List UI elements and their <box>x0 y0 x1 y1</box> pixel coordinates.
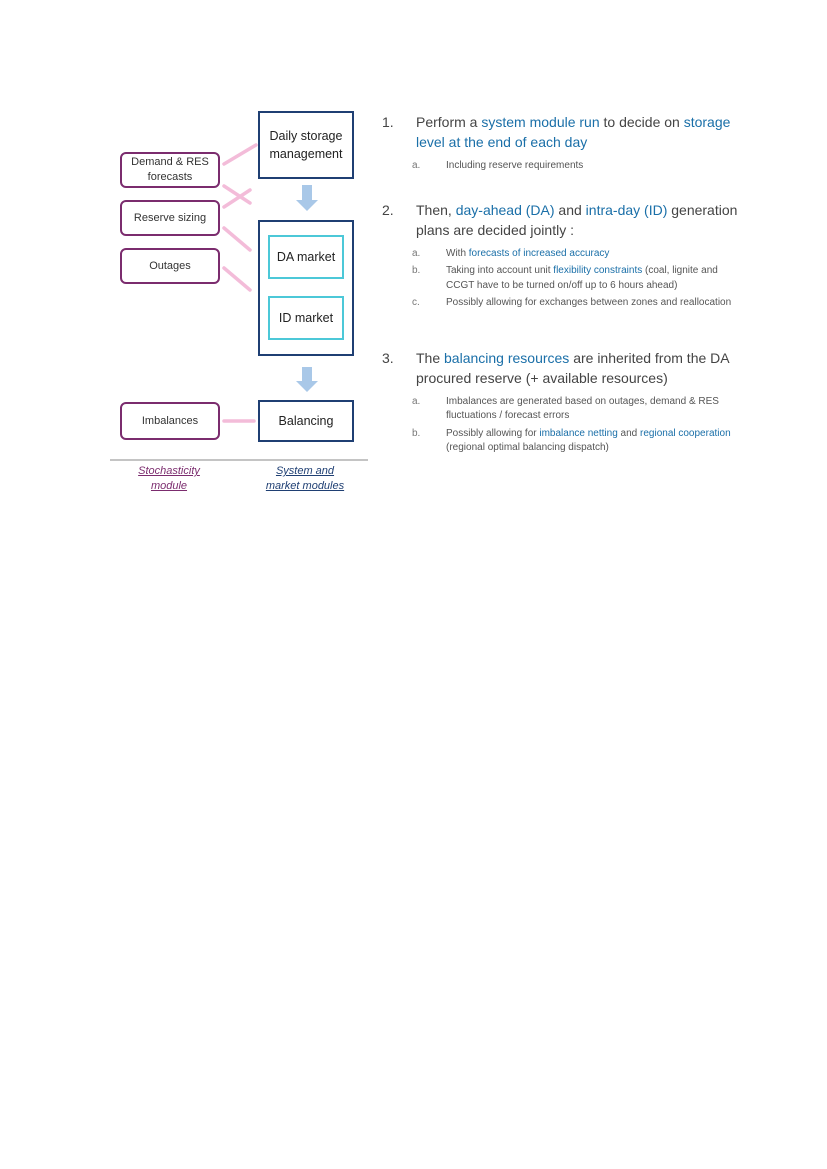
highlighted-phrase: system module run <box>481 114 600 130</box>
highlighted-phrase: forecasts of increased accuracy <box>468 247 610 259</box>
text-segment: Taking into account unit <box>446 265 554 277</box>
text-segment: Including reserve requirements <box>446 159 584 171</box>
system-caption-line-1: System and <box>275 465 335 477</box>
stochasticity-caption-line-1: Stochasticity <box>138 465 200 477</box>
daily-storage-management-label: Daily storage management <box>269 128 343 161</box>
demand-res-forecasts-box <box>120 152 220 188</box>
arrow-down-storage-to-market <box>296 185 318 211</box>
text-segment: are inherited from the DA procured reserve (+ available resources) <box>416 350 729 387</box>
text-segment: (regional optimal balancing dispatch) <box>446 442 609 454</box>
system-market-modules-caption <box>246 464 364 495</box>
reserve-sizing-box <box>120 200 220 236</box>
sub-item-letter: b. <box>412 427 421 439</box>
arrow-down-market-to-balancing <box>296 367 318 392</box>
step-1 <box>382 112 742 173</box>
sub-item-text <box>446 395 742 424</box>
sub-item-text <box>446 247 742 262</box>
stochasticity-caption-line-2: module <box>150 480 188 493</box>
text-segment: generation plans are decided jointly : <box>416 202 738 239</box>
text-segment: Possibly allowing for exchanges between zones and reallocation <box>446 297 732 309</box>
step-3-heading <box>382 348 742 389</box>
step-2-text <box>416 200 742 241</box>
sub-item-letter: c. <box>412 297 420 309</box>
step-1-heading <box>382 112 742 153</box>
step-1-number: 1. <box>382 114 394 130</box>
step-3-subitems <box>382 395 742 456</box>
text-segment: (coal, lignite and CCGT have to be turned on/off up to 6 hours ahead) <box>446 265 718 291</box>
highlighted-phrase: balancing resources <box>444 350 570 366</box>
sub-item <box>382 296 742 311</box>
step-2-subitems <box>382 247 742 311</box>
daily-storage-management-box <box>258 111 354 179</box>
balancing-box <box>258 400 354 442</box>
connector-outages-market <box>224 268 250 290</box>
sub-item-text <box>446 296 742 311</box>
step-3 <box>382 348 742 456</box>
reserve-sizing-label: Reserve sizing <box>133 211 207 224</box>
imbalances-label: Imbalances <box>141 414 199 427</box>
da-market-box <box>268 235 344 279</box>
text-segment: Then, <box>416 202 456 218</box>
sub-item-text <box>446 264 742 293</box>
step-2-heading <box>382 200 742 241</box>
sub-item-letter: a. <box>412 247 421 259</box>
sub-item-letter: a. <box>412 395 421 407</box>
sub-item-letter: b. <box>412 265 421 277</box>
highlighted-phrase: flexibility constraints <box>553 265 643 277</box>
highlighted-phrase: imbalance netting <box>539 427 618 439</box>
sub-item-text <box>446 427 742 456</box>
outages-label: Outages <box>149 259 191 272</box>
imbalances-box <box>120 402 220 440</box>
highlighted-phrase: intra-day (ID) <box>585 202 668 218</box>
step-1-subitems <box>382 159 742 174</box>
da-market-label: DA market <box>276 250 336 264</box>
text-segment: and <box>617 427 641 439</box>
balancing-label: Balancing <box>278 413 334 428</box>
step-3-number: 3. <box>382 350 394 366</box>
system-caption-line-2: market modules <box>265 480 345 493</box>
text-segment: Perform a <box>416 114 482 130</box>
id-market-label: ID market <box>278 311 334 325</box>
sub-item <box>382 159 742 174</box>
text-segment: With <box>446 247 469 259</box>
sub-item <box>382 427 742 456</box>
text-segment: The <box>416 350 445 366</box>
highlighted-phrase: storage level at the end of each day <box>416 114 731 151</box>
highlighted-phrase: day-ahead (DA) <box>455 202 555 218</box>
connector-reserve-market <box>224 228 250 250</box>
step-1-text <box>416 112 742 153</box>
sub-item <box>382 264 742 293</box>
sub-item <box>382 395 742 424</box>
highlighted-phrase: regional cooperation <box>640 427 731 439</box>
sub-item-letter: a. <box>412 159 421 171</box>
step-2 <box>382 200 742 311</box>
text-segment: to decide on <box>599 114 684 130</box>
text-segment: Possibly allowing for <box>446 427 540 439</box>
connector-demand-storage <box>224 145 256 164</box>
step-3-text <box>416 348 742 389</box>
sub-item-text <box>446 159 742 174</box>
text-segment: Imbalances are generated based on outages, demand & RES fluctuations / forecast errors <box>446 395 719 422</box>
stochasticity-module-caption <box>110 464 228 495</box>
id-market-box <box>268 296 344 340</box>
text-segment: and <box>554 202 586 218</box>
step-2-number: 2. <box>382 202 394 218</box>
sub-item <box>382 247 742 262</box>
demand-res-forecasts-label: Demand & RES forecasts <box>131 156 209 183</box>
outages-box <box>120 248 220 284</box>
